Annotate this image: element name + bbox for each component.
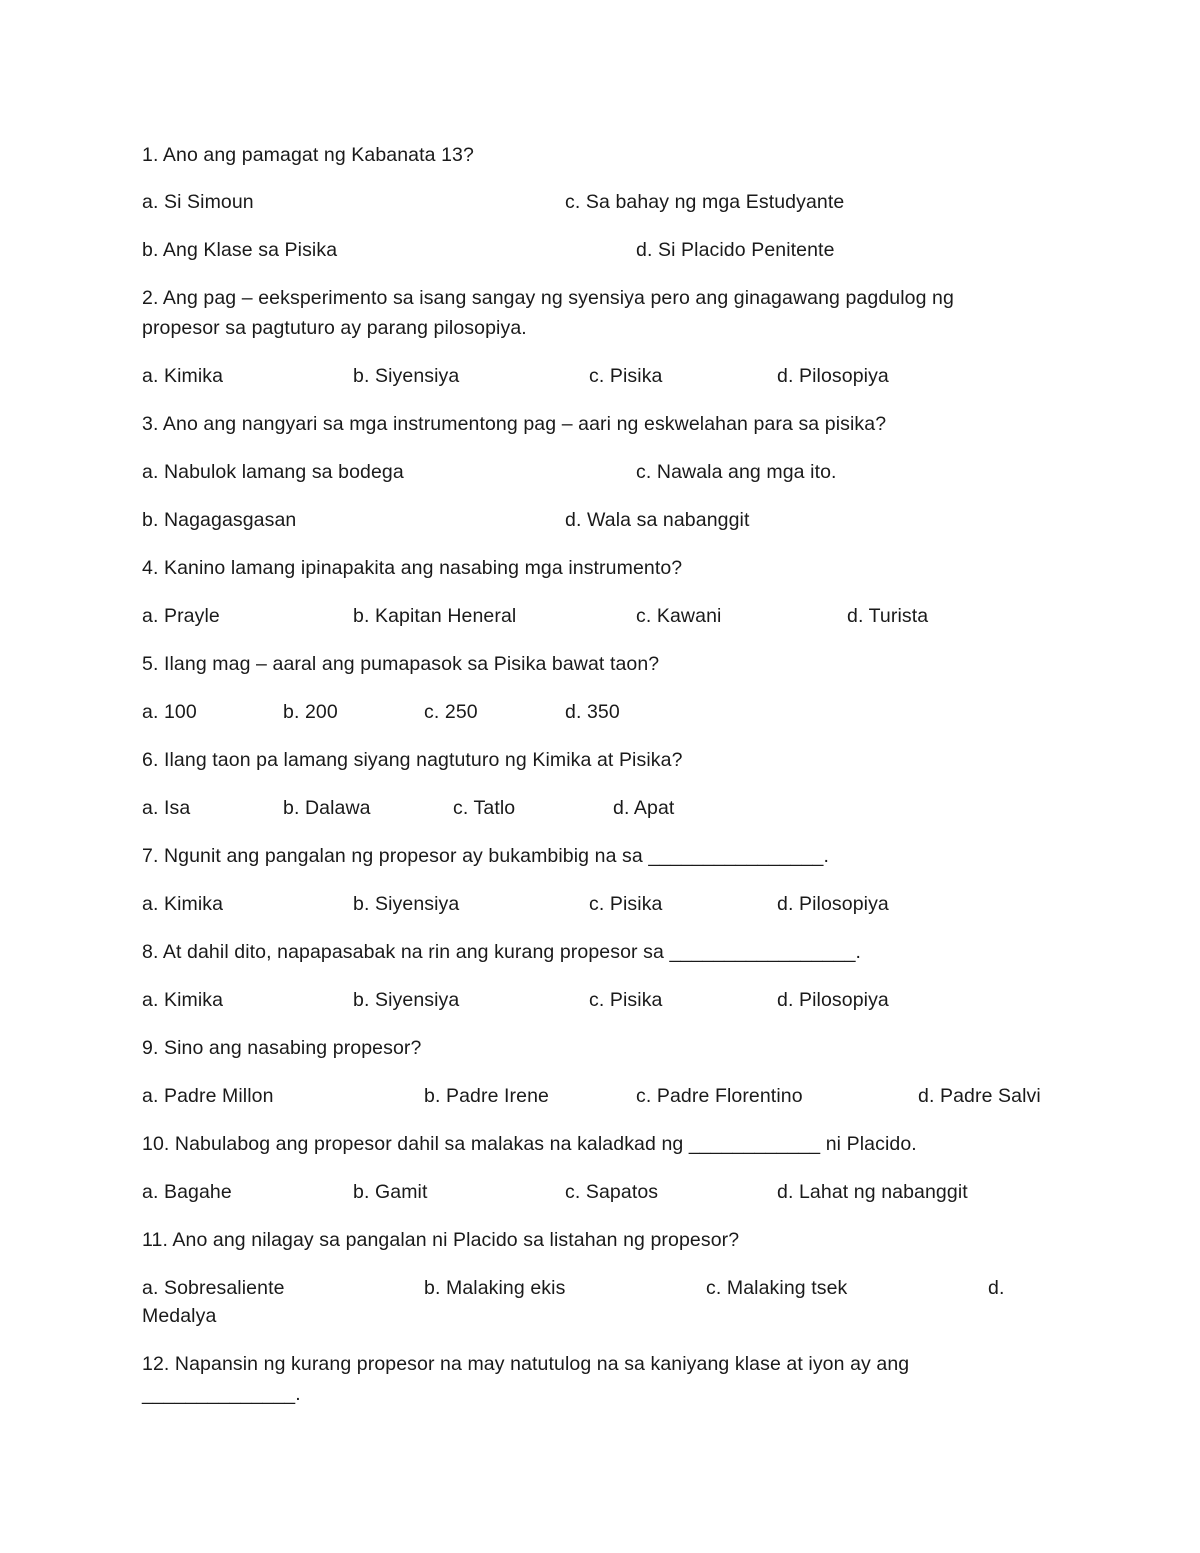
option-1c: c. Sa bahay ng mga Estudyante: [565, 191, 845, 213]
option-5a: a. 100: [142, 701, 197, 723]
option-2b: b. Siyensiya: [353, 365, 460, 387]
option-9a: a. Padre Millon: [142, 1085, 274, 1107]
option-8c: c. Pisika: [589, 989, 663, 1011]
option-11b: b. Malaking ekis: [424, 1277, 566, 1299]
option-4d: d. Turista: [847, 605, 929, 627]
option-11c: c. Malaking tsek: [706, 1277, 848, 1299]
option-10a: a. Bagahe: [142, 1181, 232, 1203]
question-2-line-2: propesor sa pagtuturo ay parang pilosopiya.: [142, 317, 527, 339]
question-3: 3. Ano ang nangyari sa mga instrumentong pag – aari ng eskwelahan para sa pisika?: [142, 413, 887, 435]
option-3b: b. Nagagasgasan: [142, 509, 297, 531]
question-9: 9. Sino ang nasabing propesor?: [142, 1037, 422, 1059]
question-12-line-2: ______________.: [142, 1383, 301, 1405]
option-11d-text: Medalya: [142, 1305, 217, 1327]
option-7d: d. Pilosopiya: [777, 893, 889, 915]
option-10d: d. Lahat ng nabanggit: [777, 1181, 968, 1203]
option-6a: a. Isa: [142, 797, 191, 819]
option-5b: b. 200: [283, 701, 338, 723]
question-4: 4. Kanino lamang ipinapakita ang nasabing mga instrumento?: [142, 557, 683, 579]
option-4b: b. Kapitan Heneral: [353, 605, 517, 627]
option-6d: d. Apat: [613, 797, 675, 819]
option-8b: b. Siyensiya: [353, 989, 460, 1011]
option-3a: a. Nabulok lamang sa bodega: [142, 461, 404, 483]
option-10b: b. Gamit: [353, 1181, 428, 1203]
option-9c: c. Padre Florentino: [636, 1085, 803, 1107]
option-3d: d. Wala sa nabanggit: [565, 509, 750, 531]
option-2a: a. Kimika: [142, 365, 224, 387]
option-5c: c. 250: [424, 701, 478, 723]
question-12-line-1: 12. Napansin ng kurang propesor na may natutulog na sa kaniyang klase at iyon ay ang: [142, 1353, 910, 1375]
option-1a: a. Si Simoun: [142, 191, 254, 213]
question-5: 5. Ilang mag – aaral ang pumapasok sa Pisika bawat taon?: [142, 653, 660, 675]
option-4a: a. Prayle: [142, 605, 220, 627]
option-11d-letter: d.: [988, 1277, 1005, 1299]
question-6: 6. Ilang taon pa lamang siyang nagtuturo ng Kimika at Pisika?: [142, 749, 683, 771]
question-8: 8. At dahil dito, napapasabak na rin ang kurang propesor sa _________________.: [142, 941, 862, 963]
question-2-line-1: 2. Ang pag – eeksperimento sa isang sangay ng syensiya pero ang ginagawang pagdulog ng: [142, 287, 954, 309]
option-8a: a. Kimika: [142, 989, 224, 1011]
option-2c: c. Pisika: [589, 365, 663, 387]
option-7c: c. Pisika: [589, 893, 663, 915]
option-7b: b. Siyensiya: [353, 893, 460, 915]
question-7: 7. Ngunit ang pangalan ng propesor ay bukambibig na sa ________________.: [142, 845, 829, 867]
option-1b: b. Ang Klase sa Pisika: [142, 239, 338, 261]
option-3c: c. Nawala ang mga ito.: [636, 461, 837, 483]
question-11: 11. Ano ang nilagay sa pangalan ni Placido sa listahan ng propesor?: [142, 1229, 740, 1251]
option-11a: a. Sobresaliente: [142, 1277, 285, 1299]
question-10: 10. Nabulabog ang propesor dahil sa malakas na kaladkad ng ____________ ni Placido.: [142, 1133, 917, 1155]
option-7a: a. Kimika: [142, 893, 224, 915]
question-1: 1. Ano ang pamagat ng Kabanata 13?: [142, 144, 474, 166]
option-6b: b. Dalawa: [283, 797, 371, 819]
option-8d: d. Pilosopiya: [777, 989, 889, 1011]
option-1d: d. Si Placido Penitente: [636, 239, 835, 261]
option-9b: b. Padre Irene: [424, 1085, 549, 1107]
option-4c: c. Kawani: [636, 605, 722, 627]
option-2d: d. Pilosopiya: [777, 365, 889, 387]
option-5d: d. 350: [565, 701, 620, 723]
option-6c: c. Tatlo: [453, 797, 516, 819]
option-10c: c. Sapatos: [565, 1181, 659, 1203]
option-9d: d. Padre Salvi: [918, 1085, 1041, 1107]
